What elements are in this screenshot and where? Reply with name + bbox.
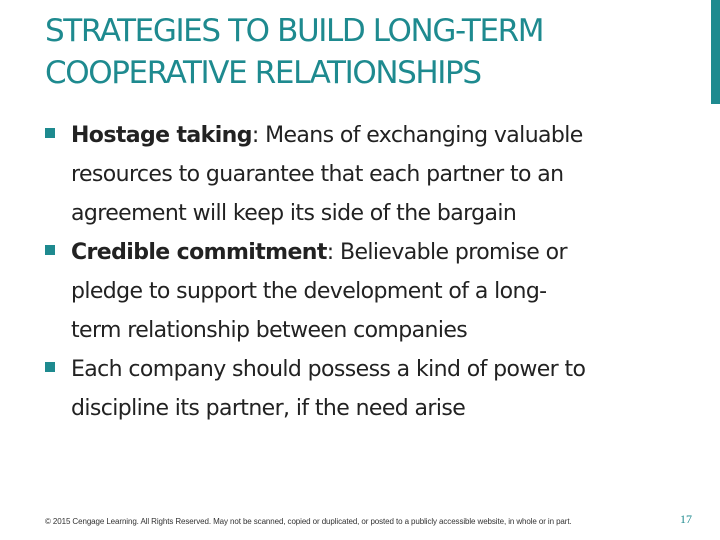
bullet-first-line	[71, 233, 695, 272]
slide-title-line-2: COOPERATIVE RELATIONSHIPS	[45, 55, 481, 91]
bullet-continuation-line: discipline its partner, if the need arise	[71, 396, 466, 421]
bullet-first-line	[71, 116, 695, 155]
bullet-hostage-taking	[45, 116, 695, 233]
slide-title-line-1: STRATEGIES TO BUILD LONG-TERM	[45, 13, 544, 49]
square-bullet-icon	[45, 245, 55, 255]
slide-title	[45, 10, 685, 94]
bullet-first-line: Each company should possess a kind of power to	[71, 357, 586, 382]
bullet-power-to-discipline	[45, 350, 695, 428]
copyright-notice: © 2015 Cengage Learning. All Rights Reserved. May not be scanned, copied or duplicated, or posted to a publicly accessible website, in whole or in part.	[45, 517, 572, 526]
bullet-continuation-line: resources to guarantee that each partner to an	[71, 162, 564, 187]
page-number: 17	[680, 512, 692, 526]
bullet-continuation-line: pledge to support the development of a long-	[71, 279, 547, 304]
bullet-credible-commitment	[45, 233, 695, 350]
bullet-continuation-line: agreement will keep its side of the bargain	[71, 201, 517, 226]
square-bullet-icon	[45, 128, 55, 138]
bullet-term: Hostage taking	[71, 123, 252, 148]
square-bullet-icon	[45, 362, 55, 372]
accent-bar	[711, 0, 720, 104]
bullet-continuation-line: term relationship between companies	[71, 318, 468, 343]
bullet-term: Credible commitment	[71, 240, 327, 265]
bullet-definition-start: : Means of exchanging valuable	[251, 123, 583, 148]
bullet-definition-start: : Believable promise or	[326, 240, 567, 265]
bullet-list	[45, 116, 695, 428]
